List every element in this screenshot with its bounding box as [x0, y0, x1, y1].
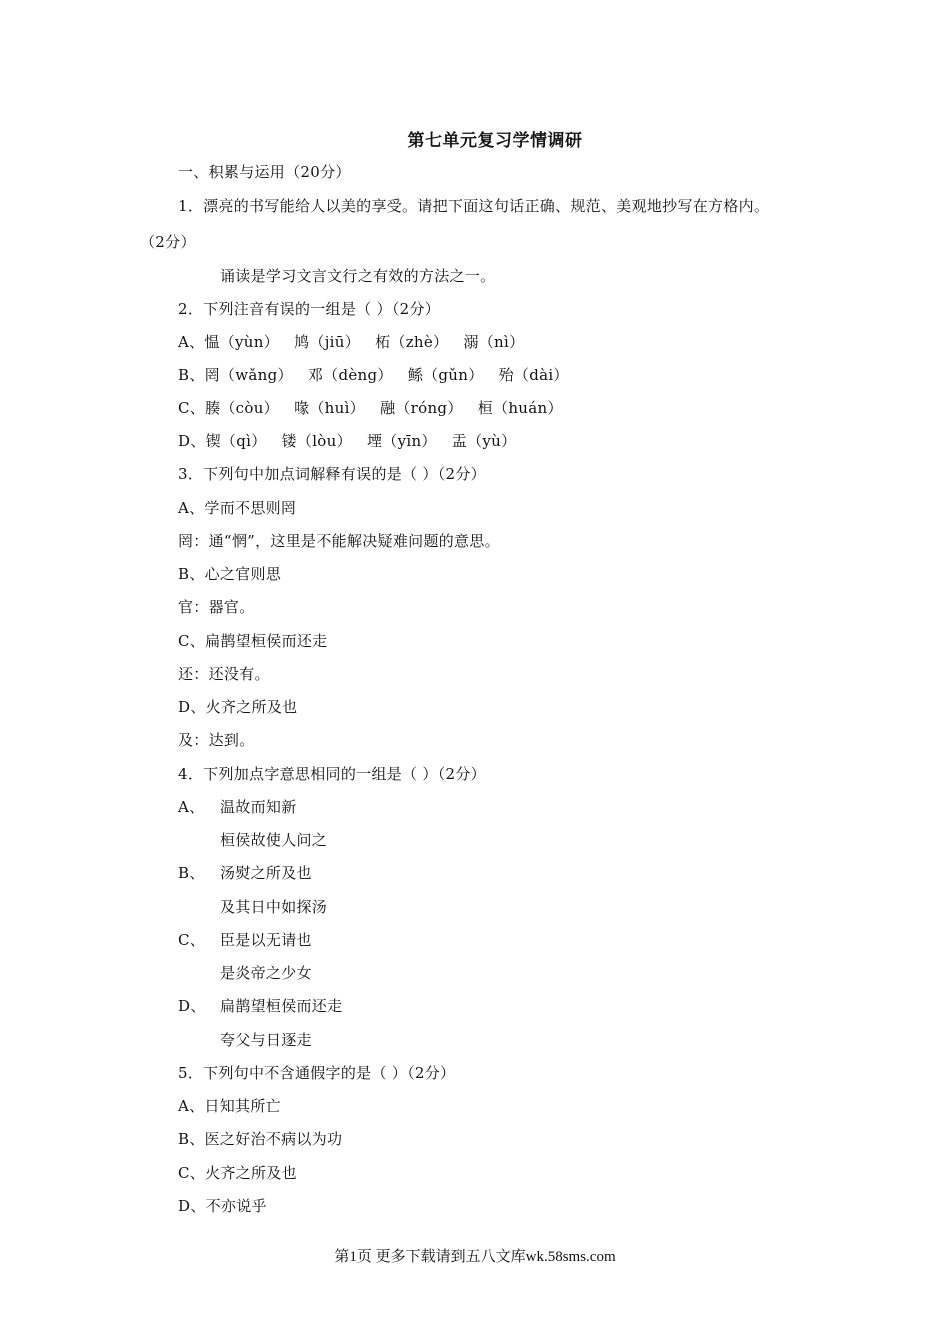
question-3-option-a: A、学而不思则罔	[178, 499, 297, 517]
question-4-stem: 4．下列加点字意思相同的一组是（ ）（2分）	[178, 765, 486, 783]
question-4-option-b: B、 汤熨之所及也	[178, 864, 312, 882]
question-2-stem: 2．下列注音有误的一组是（ ）（2分）	[178, 300, 441, 318]
question-4-option-b-second: 及其日中如探汤	[220, 898, 328, 916]
question-3-stem: 3．下列句中加点词解释有误的是（ ）（2分）	[178, 465, 486, 483]
question-3-option-c-explanation: 还：还没有。	[178, 665, 270, 683]
question-4-option-a: A、 温故而知新	[178, 798, 297, 816]
question-2-option-c: C、腠（còu） 喙（huì） 融（róng） 桓（huán）	[178, 399, 563, 417]
question-3-option-d: D、火齐之所及也	[178, 698, 298, 716]
question-2-option-d: D、锲（qì） 镂（lòu） 堙（yīn） 盂（yù）	[178, 432, 517, 450]
question-1-sentence: 诵读是学习文言文行之有效的方法之一。	[220, 267, 496, 285]
section-heading: 一、积累与运用（20分）	[178, 163, 351, 181]
question-5-option-b: B、医之好治不病以为功	[178, 1130, 343, 1148]
page-title: 第七单元复习学情调研	[407, 131, 583, 151]
question-1-stem-cont: （2分）	[140, 233, 196, 251]
question-4-option-d: D、 扁鹊望桓侯而还走	[178, 997, 343, 1015]
question-5-option-c: C、火齐之所及也	[178, 1164, 297, 1182]
question-3-option-b-explanation: 官：器官。	[178, 598, 255, 616]
question-5-stem: 5．下列句中不含通假字的是（ ）（2分）	[178, 1064, 456, 1082]
question-5-option-d: D、不亦说乎	[178, 1197, 267, 1215]
question-3-option-d-explanation: 及：达到。	[178, 731, 255, 749]
question-4-option-c-second: 是炎帝之少女	[220, 964, 312, 982]
question-3-option-c: C、扁鹊望桓侯而还走	[178, 632, 328, 650]
question-4-option-c: C、 臣是以无请也	[178, 931, 312, 949]
question-2-option-b: B、罔（wǎng） 邓（dèng） 鲧（gǔn） 殆（dài）	[178, 366, 569, 384]
question-4-option-d-second: 夸父与日逐走	[220, 1031, 312, 1049]
question-3-option-b: B、心之官则思	[178, 565, 282, 583]
question-5-option-a: A、日知其所亡	[178, 1097, 281, 1115]
question-2-option-a: A、愠（yùn） 鸠（jiū） 柘（zhè） 溺（nì）	[178, 333, 525, 351]
page-footer: 第1页 更多下载请到五八文库wk.58sms.com	[334, 1249, 616, 1265]
question-3-option-a-explanation: 罔：通“惘”，这里是不能解决疑难问题的意思。	[178, 532, 500, 550]
question-1-stem: 1．漂亮的书写能给人以美的享受。请把下面这句话正确、规范、美观地抄写在方格内。	[178, 197, 770, 215]
question-4-option-a-second: 桓侯故使人问之	[220, 831, 328, 849]
